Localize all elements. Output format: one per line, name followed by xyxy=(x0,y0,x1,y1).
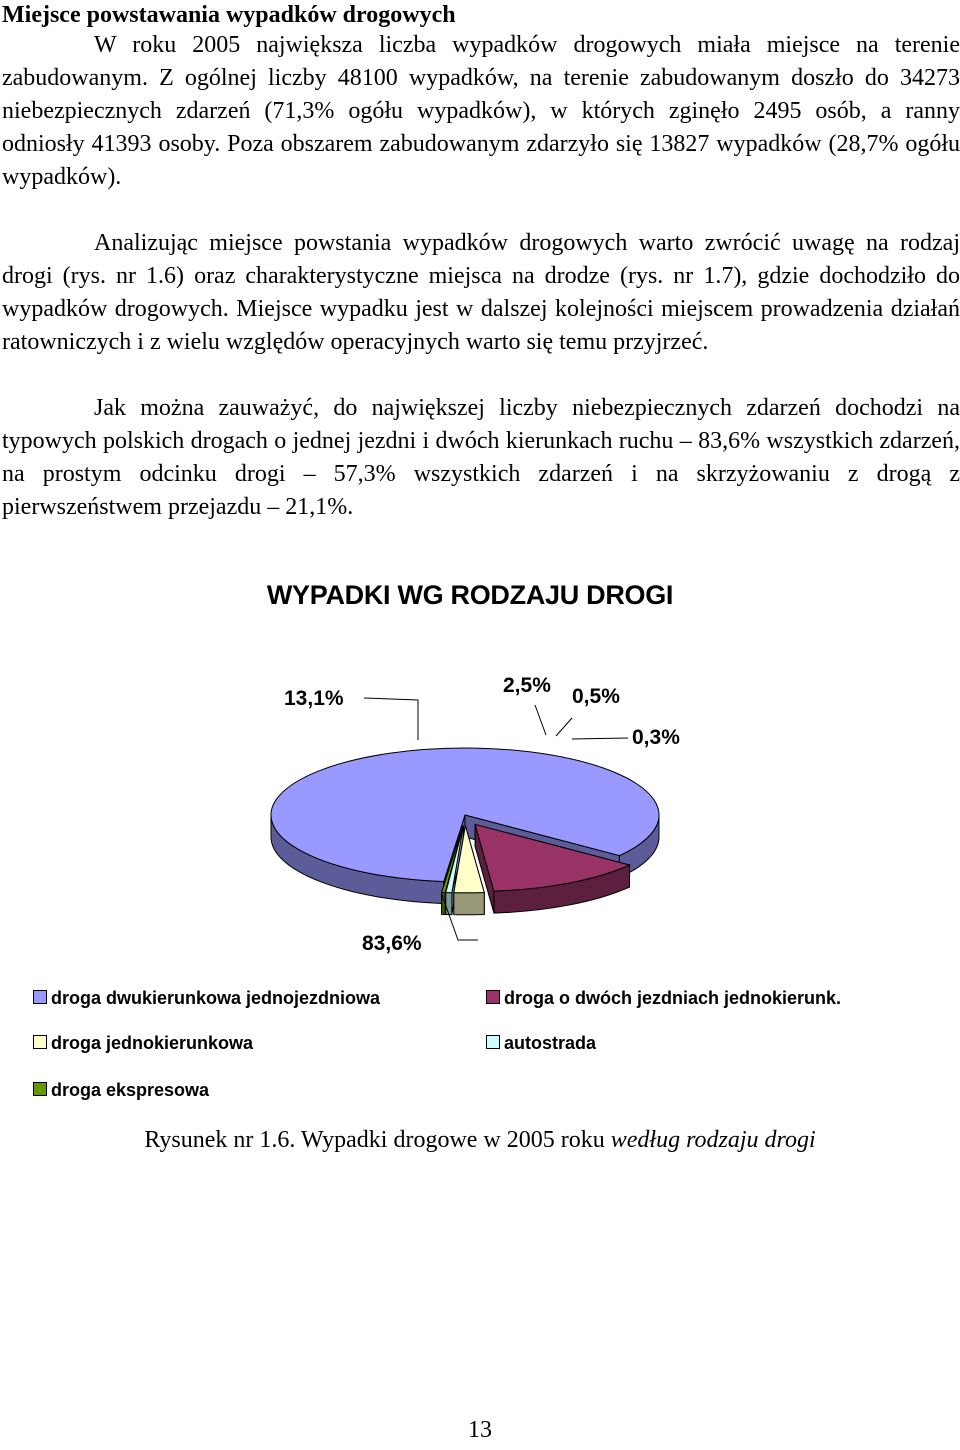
label-2-5: 2,5% xyxy=(503,674,551,697)
legend-label: droga ekspresowa xyxy=(51,1080,210,1100)
pie-chart xyxy=(0,640,960,980)
label-0-5: 0,5% xyxy=(572,685,620,708)
legend-item-motorway xyxy=(486,1031,596,1055)
caption-italic-text: według rodzaju drogi xyxy=(610,1127,816,1153)
legend-swatch xyxy=(33,990,47,1004)
caption-text: Rysunek nr 1.6. Wypadki drogowe w 2005 roku xyxy=(144,1127,611,1153)
leader-line xyxy=(535,705,546,735)
legend-item-two-way-single xyxy=(33,986,380,1010)
label-0-3: 0,3% xyxy=(632,726,680,749)
paragraph-2: Analizując miejsce powstania wypadków drogowych warto zwrócić uwagę na rodzaj drogi (rys. nr 1.6) oraz charakterystyczne miejsca na drodze (rys. nr 1.7), gdzie dochodziło do wypadków drogowych. Miejsce wypadku jest w dalszej kolejności miejscem prowadzenia działań ratowniczych i z wielu względów operacyjnych warto się temu przyjrzeć. xyxy=(2,230,960,355)
label-83-6: 83,6% xyxy=(362,932,422,955)
legend-swatch xyxy=(33,1035,47,1049)
paragraph-3: Jak można zauważyć, do największej liczby niebezpiecznych zdarzeń dochodzi na typowych polskich drogach o jednej jezdni i dwóch kierunkach ruchu – 83,6% wszystkich zdarzeń, na prostym odcinku drogi – 57,3% wszystkich zdarzeń i na skrzyżowaniu z drogą z pierwszeństwem przejazdu – 21,1%. xyxy=(2,395,960,520)
page-number: 13 xyxy=(468,1417,492,1443)
legend-label: droga dwukierunkowa jednojezdniowa xyxy=(51,988,381,1008)
leader-line xyxy=(364,698,418,740)
chart-title: WYPADKI WG RODZAJU DROGI xyxy=(266,580,674,610)
legend-item-dual-carriageway xyxy=(486,986,841,1010)
label-13-1: 13,1% xyxy=(284,687,344,710)
legend-swatch xyxy=(486,990,500,1004)
paragraph-1: W roku 2005 największa liczba wypadków drogowych miała miejsce na terenie zabudowanym. Z ogólnej liczby 48100 wypadków, na terenie zabudowanym doszło do 34273 niebezpiecznych zdarzeń (71,3% ogółu wypadków), w których zginęło 2495 osób, a ranny odniosły 41393 osoby. Poza obszarem zabudowanym zdarzyło się 13827 wypadków (28,7% ogółu wypadków). xyxy=(2,32,960,190)
legend-label: droga o dwóch jezdniach jednokierunk. xyxy=(504,988,842,1008)
legend-label: autostrada xyxy=(504,1033,597,1053)
legend-swatch xyxy=(33,1082,47,1096)
legend-label: droga jednokierunkowa xyxy=(51,1033,254,1053)
section-heading: Miejsce powstawania wypadków drogowych xyxy=(2,2,456,28)
legend-swatch xyxy=(486,1035,500,1049)
leader-line xyxy=(572,738,628,739)
figure-caption xyxy=(0,1124,960,1156)
legend-item-expressway xyxy=(33,1078,209,1102)
legend-item-one-way xyxy=(33,1031,253,1055)
leader-line xyxy=(556,718,572,736)
